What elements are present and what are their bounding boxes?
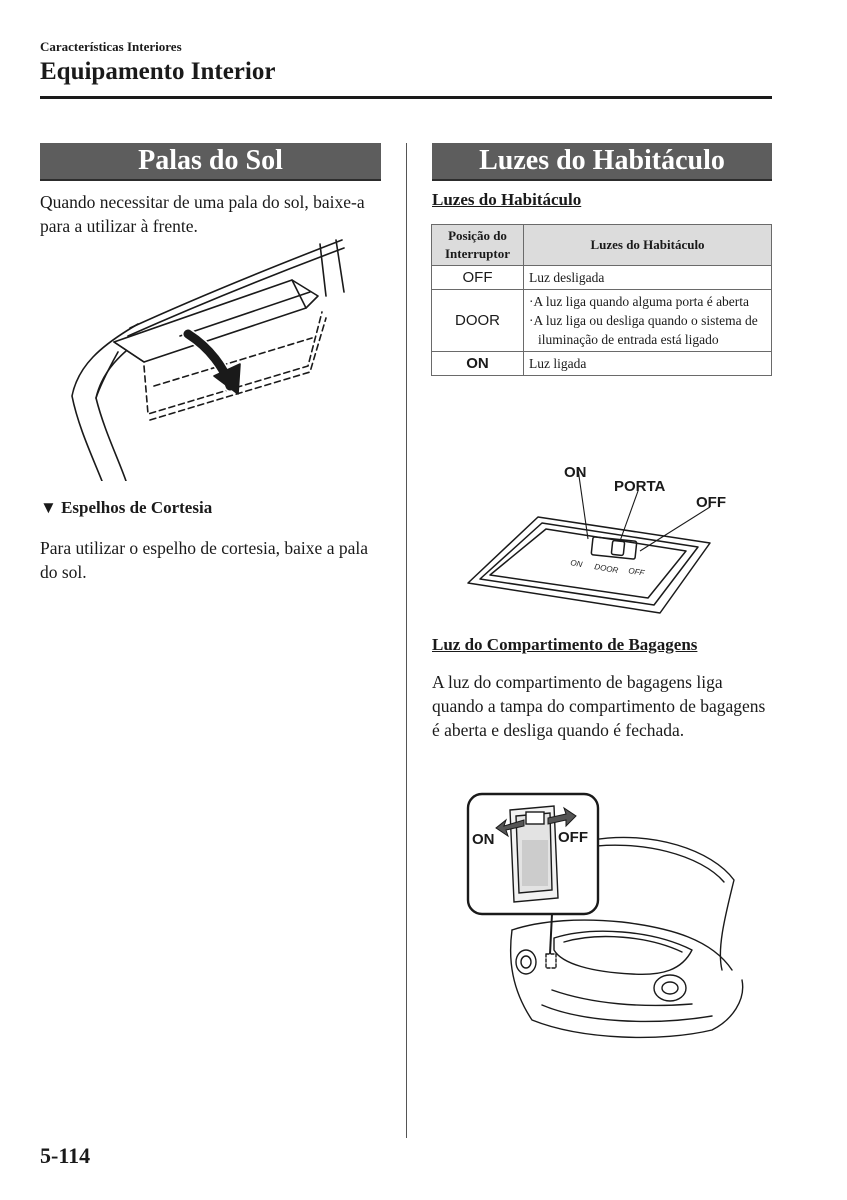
room-lamp-illustration (460, 455, 740, 620)
page-title: Equipamento Interior (40, 58, 276, 85)
lamp-label-porta: PORTA (614, 478, 666, 495)
cabin-lights-banner: Luzes do Habitáculo (432, 143, 772, 181)
desc-door-line-2: ·A luz liga ou desliga quando o sistema de iluminação de entrada está ligado (529, 313, 758, 347)
cargo-light-heading: Luz do Compartimento de Bagagens (432, 635, 698, 654)
switch-text-door: DOOR (593, 562, 619, 576)
desc-door-line-1: ·A luz liga quando alguma porta é aberta (529, 294, 750, 309)
table-row (432, 290, 772, 352)
sun-visor-intro: Quando necessitar de uma pala do sol, baixe-a para a utilizar à frente. (40, 192, 365, 236)
desc-on: Luz ligada (524, 352, 772, 376)
switch-text-off: OFF (627, 566, 645, 578)
sun-visor-banner: Palas do Sol (40, 143, 381, 181)
position-off: OFF (432, 266, 524, 290)
cargo-label-on: ON (472, 831, 495, 848)
mirror-heading (40, 498, 212, 518)
page-number: 5-114 (40, 1143, 91, 1168)
lamp-label-on: ON (564, 464, 587, 481)
title-rule (40, 96, 772, 99)
lamp-label-off: OFF (696, 494, 726, 511)
triangle-down-icon: ▼ (40, 498, 57, 517)
cargo-light-text: A luz do compartimento de bagagens liga quando a tampa do compartimento de bagagens é aberta e desliga quando é fechada. (432, 672, 766, 740)
table-row (432, 352, 772, 376)
table-header-row (432, 225, 772, 266)
desc-off: Luz desligada (524, 266, 772, 290)
switch-position-table (431, 224, 772, 376)
column-divider (406, 143, 407, 1138)
mirror-text: Para utilizar o espelho de cortesia, baixe a pala do sol. (40, 538, 368, 582)
section-kicker: Características Interiores (40, 39, 182, 54)
position-door: DOOR (432, 290, 524, 352)
cargo-light-illustration (462, 790, 762, 1060)
sun-visor-illustration (60, 236, 350, 481)
table-header-position: Posição do Interruptor (432, 225, 524, 266)
position-on: ON (432, 352, 524, 376)
desc-door (524, 290, 772, 352)
cargo-label-off: OFF (558, 829, 588, 846)
switch-text-on: ON (569, 558, 584, 570)
cabin-lights-subheading: Luzes do Habitáculo (432, 190, 582, 209)
table-row (432, 266, 772, 290)
table-header-lights: Luzes do Habitáculo (524, 225, 772, 266)
mirror-heading-label: Espelhos de Cortesia (61, 498, 213, 517)
